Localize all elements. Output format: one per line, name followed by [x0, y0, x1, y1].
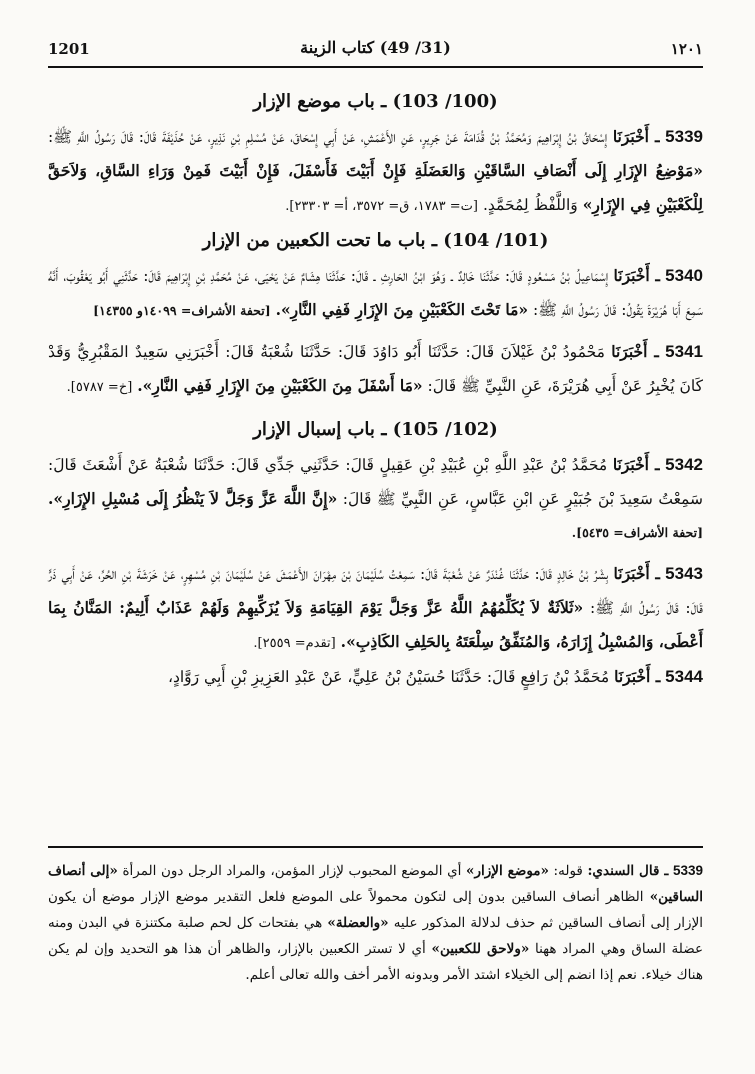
page-header [48, 36, 703, 62]
hadith-matn: «إِنَّ اللَّهَ عَزَّ وَجَلَّ لاَ يَنْظُرُ إِلَى مُسْبِلِ الإِزَارِ». [48, 489, 338, 508]
hadith-5343 [48, 557, 703, 660]
hadith-reference: [تقدم= ٢٥٥٩]. [253, 636, 336, 651]
page-number-arabic: ١٢٠١ [670, 40, 703, 58]
hadith-number: 5340 [665, 266, 703, 285]
hadith-lead: ـ أَخْبَرَنَا [612, 127, 660, 146]
chapter-heading: (102/ 105) ـ باب إسبال الإزار [253, 419, 498, 440]
hadith-lead: ـ أَخْبَرَنَا [612, 455, 660, 474]
footnote-quote: «ولاحق للكعبين» [431, 941, 530, 957]
hadith-isnad: إِسْمَاعِيلُ بْنُ مَسْعُودٍ قَالَ: حَدَّثَنَا خَالِدٌ ـ وَهُوَ ابْنُ الحَارِثِ ـ قَالَ: حَدَّثَنَا هِشَامٌ عَنْ يَحْيَى، عَنْ مُحَمَّدِ بْنِ إِبْرَاهِيمَ قَالَ: حَدَّثَنِي أَبُو يَعْقُوبَ، أَنَّهُ سَمِعَ أَبَا هُرَيْرَةَ يَقُولُ: قَالَ رَسُولُ اللَّهِ ﷺ: [48, 267, 703, 319]
footnote-number: 5339 [672, 863, 703, 878]
footnote-quote: «إلى أنصاف الساقين» [48, 863, 703, 905]
hadith-5344 [48, 660, 703, 694]
hadith-number: 5343 [665, 564, 703, 583]
hadith-lead: ـ أَخْبَرَنَا [611, 342, 659, 361]
hadith-reference: [ت= ١٧٨٣، ق= ٣٥٧٢، أ= ٢٣٣٠٣]. [285, 199, 478, 214]
hadith-note: وَاللَّفْظُ لِمُحَمَّدٍ. [482, 196, 578, 214]
hadith-5340 [48, 259, 703, 327]
chapter-heading: (100/ 103) ـ باب موضع الإزار [253, 91, 498, 112]
spacer [48, 327, 703, 335]
hadith-number: 5339 [665, 127, 703, 146]
hadith-5342 [48, 448, 703, 549]
hadith-isnad: إِسْحَاقُ بْنُ إِبْرَاهِيمَ وَمُحَمَّدُ بْنُ قُدَامَةَ عَنْ جَرِيرٍ، عَنِ الأَعْمَشِ، عَنْ أَبِي إِسْحَاقَ، عَنْ مُسْلِمِ بْنِ نَذِيرٍ، عَنْ حُذَيْفَةَ قَالَ: قَالَ رَسُولُ اللَّهِ ﷺ: [48, 128, 608, 146]
footnote-text: أي الموضع المحبوب لإزار المؤمن، والمراد الرجل دون المرأة [122, 863, 462, 879]
footnote-text: هي بفتحات كل لحم صلبة مكتنزة في البدن ومنه عضلة الساق وهي المراد ههنا [48, 915, 704, 957]
hadith-lead: ـ أَخْبَرَنَا [613, 564, 660, 583]
hadith-reference: [تحفة الأشراف= ١٤٠٩٩و ١٤٣٥٥] [93, 303, 271, 318]
page-body [48, 84, 703, 694]
header-divider [48, 66, 703, 68]
footnote-quote: «والعضلة» [327, 915, 389, 931]
hadith-matn: «ثَلاَثَةٌ لاَ يُكَلِّمُهُمُ اللَّهُ عَزَّ وَجَلَّ يَوْمَ القِيَامَةِ وَلاَ يُزَكِّيهِمْ وَلَهُمْ عَذَابٌ أَلِيمٌ: المَنَّانُ بِمَا أَعْطَى، وَالمُسْبِلُ إِزَارَهُ، وَالمُنَفِّقُ سِلْعَتَهُ بِالحَلِفِ الكَاذِبِ». [48, 598, 703, 651]
hadith-matn: «مَوْضِعُ الإِزَارِ إِلَى أَنْصَافِ السَّاقَيْنِ وَالعَضَلَةِ فَإِنْ أَبَيْتَ فَأَسْفَلَ، فَإِنْ أَبَيْتَ فَمِنْ وَرَاءِ السَّاقِ، وَلاَحَقَّ لِلْكَعْبَيْنِ فِي الإِزَارِ» [48, 161, 703, 214]
footnote-quote: «موضع الإزار» [466, 863, 549, 879]
book-title: (31/ 49) كتاب الزينة [300, 38, 451, 57]
chapter-heading: (101/ 104) ـ باب ما تحت الكعبين من الإزار [202, 230, 549, 251]
hadith-isnad: بِشْرُ بْنُ خَالِدٍ قَالَ: حَدَّثَنَا غُنْدَرٌ عَنْ شُعْبَةَ قَالَ: سَمِعْتُ سُلَيْمَانَ بْنَ مِهْرَانَ الأَعْمَشَ عَنْ سُلَيْمَانَ بْنِ مُسْهِرٍ، عَنْ خَرَشَةَ بْنِ الحُرِّ، عَنْ أَبِي ذَرٍّ قَالَ: قَالَ رَسُولُ اللَّهِ ﷺ: [48, 565, 703, 617]
hadith-isnad: مُحَمَّدُ بْنُ رَافِعٍ قَالَ: حَدَّثَنَا حُسَيْنُ بْنُ عَلِيٍّ، عَنْ عَبْدِ العَزِيزِ بْنِ أَبِي رَوَّادٍ، [167, 668, 610, 686]
hadith-isnad: مَحْمُودُ بْنُ غَيْلاَنَ قَالَ: حَدَّثَنَا أَبُو دَاوُدَ قَالَ: حَدَّثَنَا شُعْبَةُ قَالَ: أَخْبَرَنِي سَعِيدٌ المَقْبُرِيُّ وَقَدْ كَانَ يُخْبِرُ عَنْ أَبِي هُرَيْرَةَ، عَنِ النَّبِيِّ ﷺ قَالَ: [48, 343, 703, 395]
hadith-5341 [48, 335, 703, 404]
hadith-5339 [48, 120, 703, 223]
footnote-divider [48, 846, 703, 848]
footnote-lead: ـ قال السندي: [587, 863, 669, 879]
hadith-number: 5342 [665, 455, 703, 474]
hadith-number: 5344 [665, 667, 703, 686]
hadith-reference: [خ= ٥٧٨٧]. [66, 380, 133, 395]
hadith-reference: [تحفة الأشراف= ٥٤٣٥]. [571, 525, 703, 540]
footnote [48, 858, 703, 988]
hadith-number: 5341 [665, 342, 703, 361]
footnote-text: الظاهر أنصاف الساقين بدون إلى لتكون محمولاً على الموضع فلعل التقدير موضع الإزار موضع أن يكون الإزار إلى أنصاف الساقين ثم حذف لدلالة المذكور عليه [48, 889, 704, 931]
spacer [48, 549, 703, 557]
hadith-isnad: مُحَمَّدُ بْنُ عَبْدِ اللَّهِ بْنِ عُبَيْدِ بْنِ عَقِيلٍ قَالَ: حَدَّثَنِي جَدِّي قَالَ: حَدَّثَنَا شُعْبَةُ عَنْ أَشْعَثَ قَالَ: سَمِعْتُ سَعِيدَ بْنَ جُبَيْرٍ عَنِ ابْنِ عَبَّاسٍ، عَنِ النَّبِيِّ ﷺ قَالَ: [48, 456, 703, 508]
footnote-text: أي لا تستر الكعبين بالإزار، والظاهر أن هذا هو التحديد وإن لم يكن هناك خيلاء. نعم إذا انضم إلى الخيلاء اشتد الأمر وبدونه الأمر أخف والله تعالى أعلم. [48, 941, 703, 983]
hadith-matn: «مَا أَسْفَلَ مِنَ الكَعْبَيْنِ مِنَ الإِزَارِ فَفِي النَّارِ». [137, 376, 423, 395]
hadith-lead: ـ أَخْبَرَنَا [613, 266, 660, 285]
footnote-text: قوله: [553, 863, 583, 879]
page-number-latin: 1201 [48, 40, 90, 58]
hadith-matn: «مَا تَحْتَ الكَعْبَيْنِ مِنَ الإِزَارِ فَفِي النَّارِ». [275, 300, 529, 319]
spacer [48, 404, 703, 412]
hadith-lead: ـ أَخْبَرَنَا [614, 667, 661, 686]
